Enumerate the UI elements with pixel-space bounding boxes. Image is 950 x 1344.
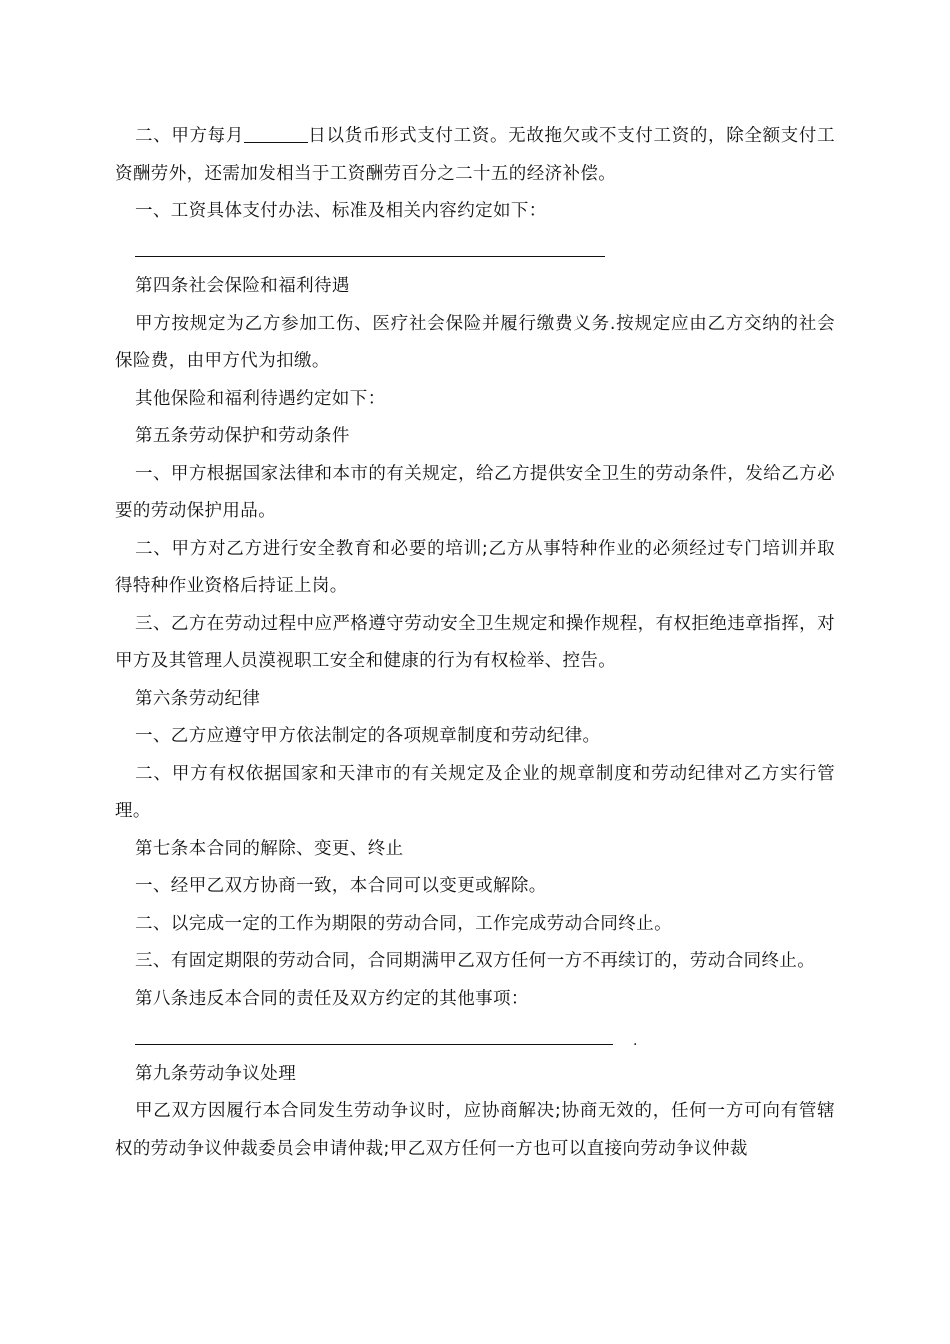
heading-article-7: 第七条本合同的解除、变更、终止: [135, 838, 404, 859]
paragraph-wage-payment: [115, 118, 835, 193]
paragraph-other-insurance: 其他保险和福利待遇约定如下：: [135, 388, 386, 409]
paragraph-safety-training: 二、甲方对乙方进行安全教育和必要的培训;乙方从事特种作业的必须经过专门培训并取得特种作业资格后持证上岗。: [115, 538, 835, 596]
paragraph-discipline-2: 二、甲方有权依据国家和天津市的有关规定及企业的规章制度和劳动纪律对乙方实行管理。: [115, 763, 835, 821]
wage-method-blank-row: [115, 231, 835, 269]
heading-article-9: 第九条劳动争议处理: [135, 1063, 297, 1084]
article-8-blank-row: [115, 1018, 835, 1056]
article-8-blank-line: [135, 1044, 613, 1045]
paragraph-termination-1: 一、经甲乙双方协商一致，本合同可以变更或解除。: [135, 876, 547, 896]
paragraph-dispute: 甲乙双方因履行本合同发生劳动争议时，应协商解决;协商无效的，任何一方可向有管辖权的劳动争议仲裁委员会申请仲裁;甲乙双方任何一方也可以直接向劳动争议仲裁: [115, 1101, 835, 1159]
wage-payment-text-start: 二、甲方每月: [135, 126, 245, 146]
document-page: [115, 118, 835, 1168]
article-8-period: .: [633, 1032, 638, 1049]
heading-article-4: 第四条社会保险和福利待遇: [135, 276, 350, 296]
payday-blank: [244, 124, 308, 143]
wage-payment-text-end: 日以货币形式支付工资。无故拖欠或不支付工资的，除全额支付工资酬劳外，还需加发相当于工资酬劳百分之二十五的经济补偿。: [115, 126, 835, 184]
paragraph-wage-method: 一、工资具体支付办法、标准及相关内容约定如下：: [135, 201, 547, 221]
paragraph-termination-2: 二、以完成一定的工作为期限的劳动合同，工作完成劳动合同终止。: [135, 913, 672, 934]
paragraph-social-insurance: 甲方按规定为乙方参加工伤、医疗社会保险并履行缴费义务.按规定应由乙方交纳的社会保险费，由甲方代为扣缴。: [115, 313, 835, 371]
heading-article-6: 第六条劳动纪律: [135, 688, 261, 709]
heading-article-8: 第八条违反本合同的责任及双方约定的其他事项：: [135, 988, 529, 1009]
heading-article-5: 第五条劳动保护和劳动条件: [135, 426, 350, 446]
wage-method-blank-line: [135, 256, 605, 257]
paragraph-labor-conditions: 一、甲方根据国家法律和本市的有关规定，给乙方提供安全卫生的劳动条件，发给乙方必要的劳动保护用品。: [115, 463, 835, 521]
paragraph-safety-rules: 三、乙方在劳动过程中应严格遵守劳动安全卫生规定和操作规程，有权拒绝违章指挥，对甲方及其管理人员漠视职工安全和健康的行为有权检举、控告。: [115, 613, 835, 671]
paragraph-termination-3: 三、有固定期限的劳动合同，合同期满甲乙双方任何一方不再续订的，劳动合同终止。: [135, 951, 816, 971]
paragraph-discipline-1: 一、乙方应遵守甲方依法制定的各项规章制度和劳动纪律。: [135, 726, 601, 746]
